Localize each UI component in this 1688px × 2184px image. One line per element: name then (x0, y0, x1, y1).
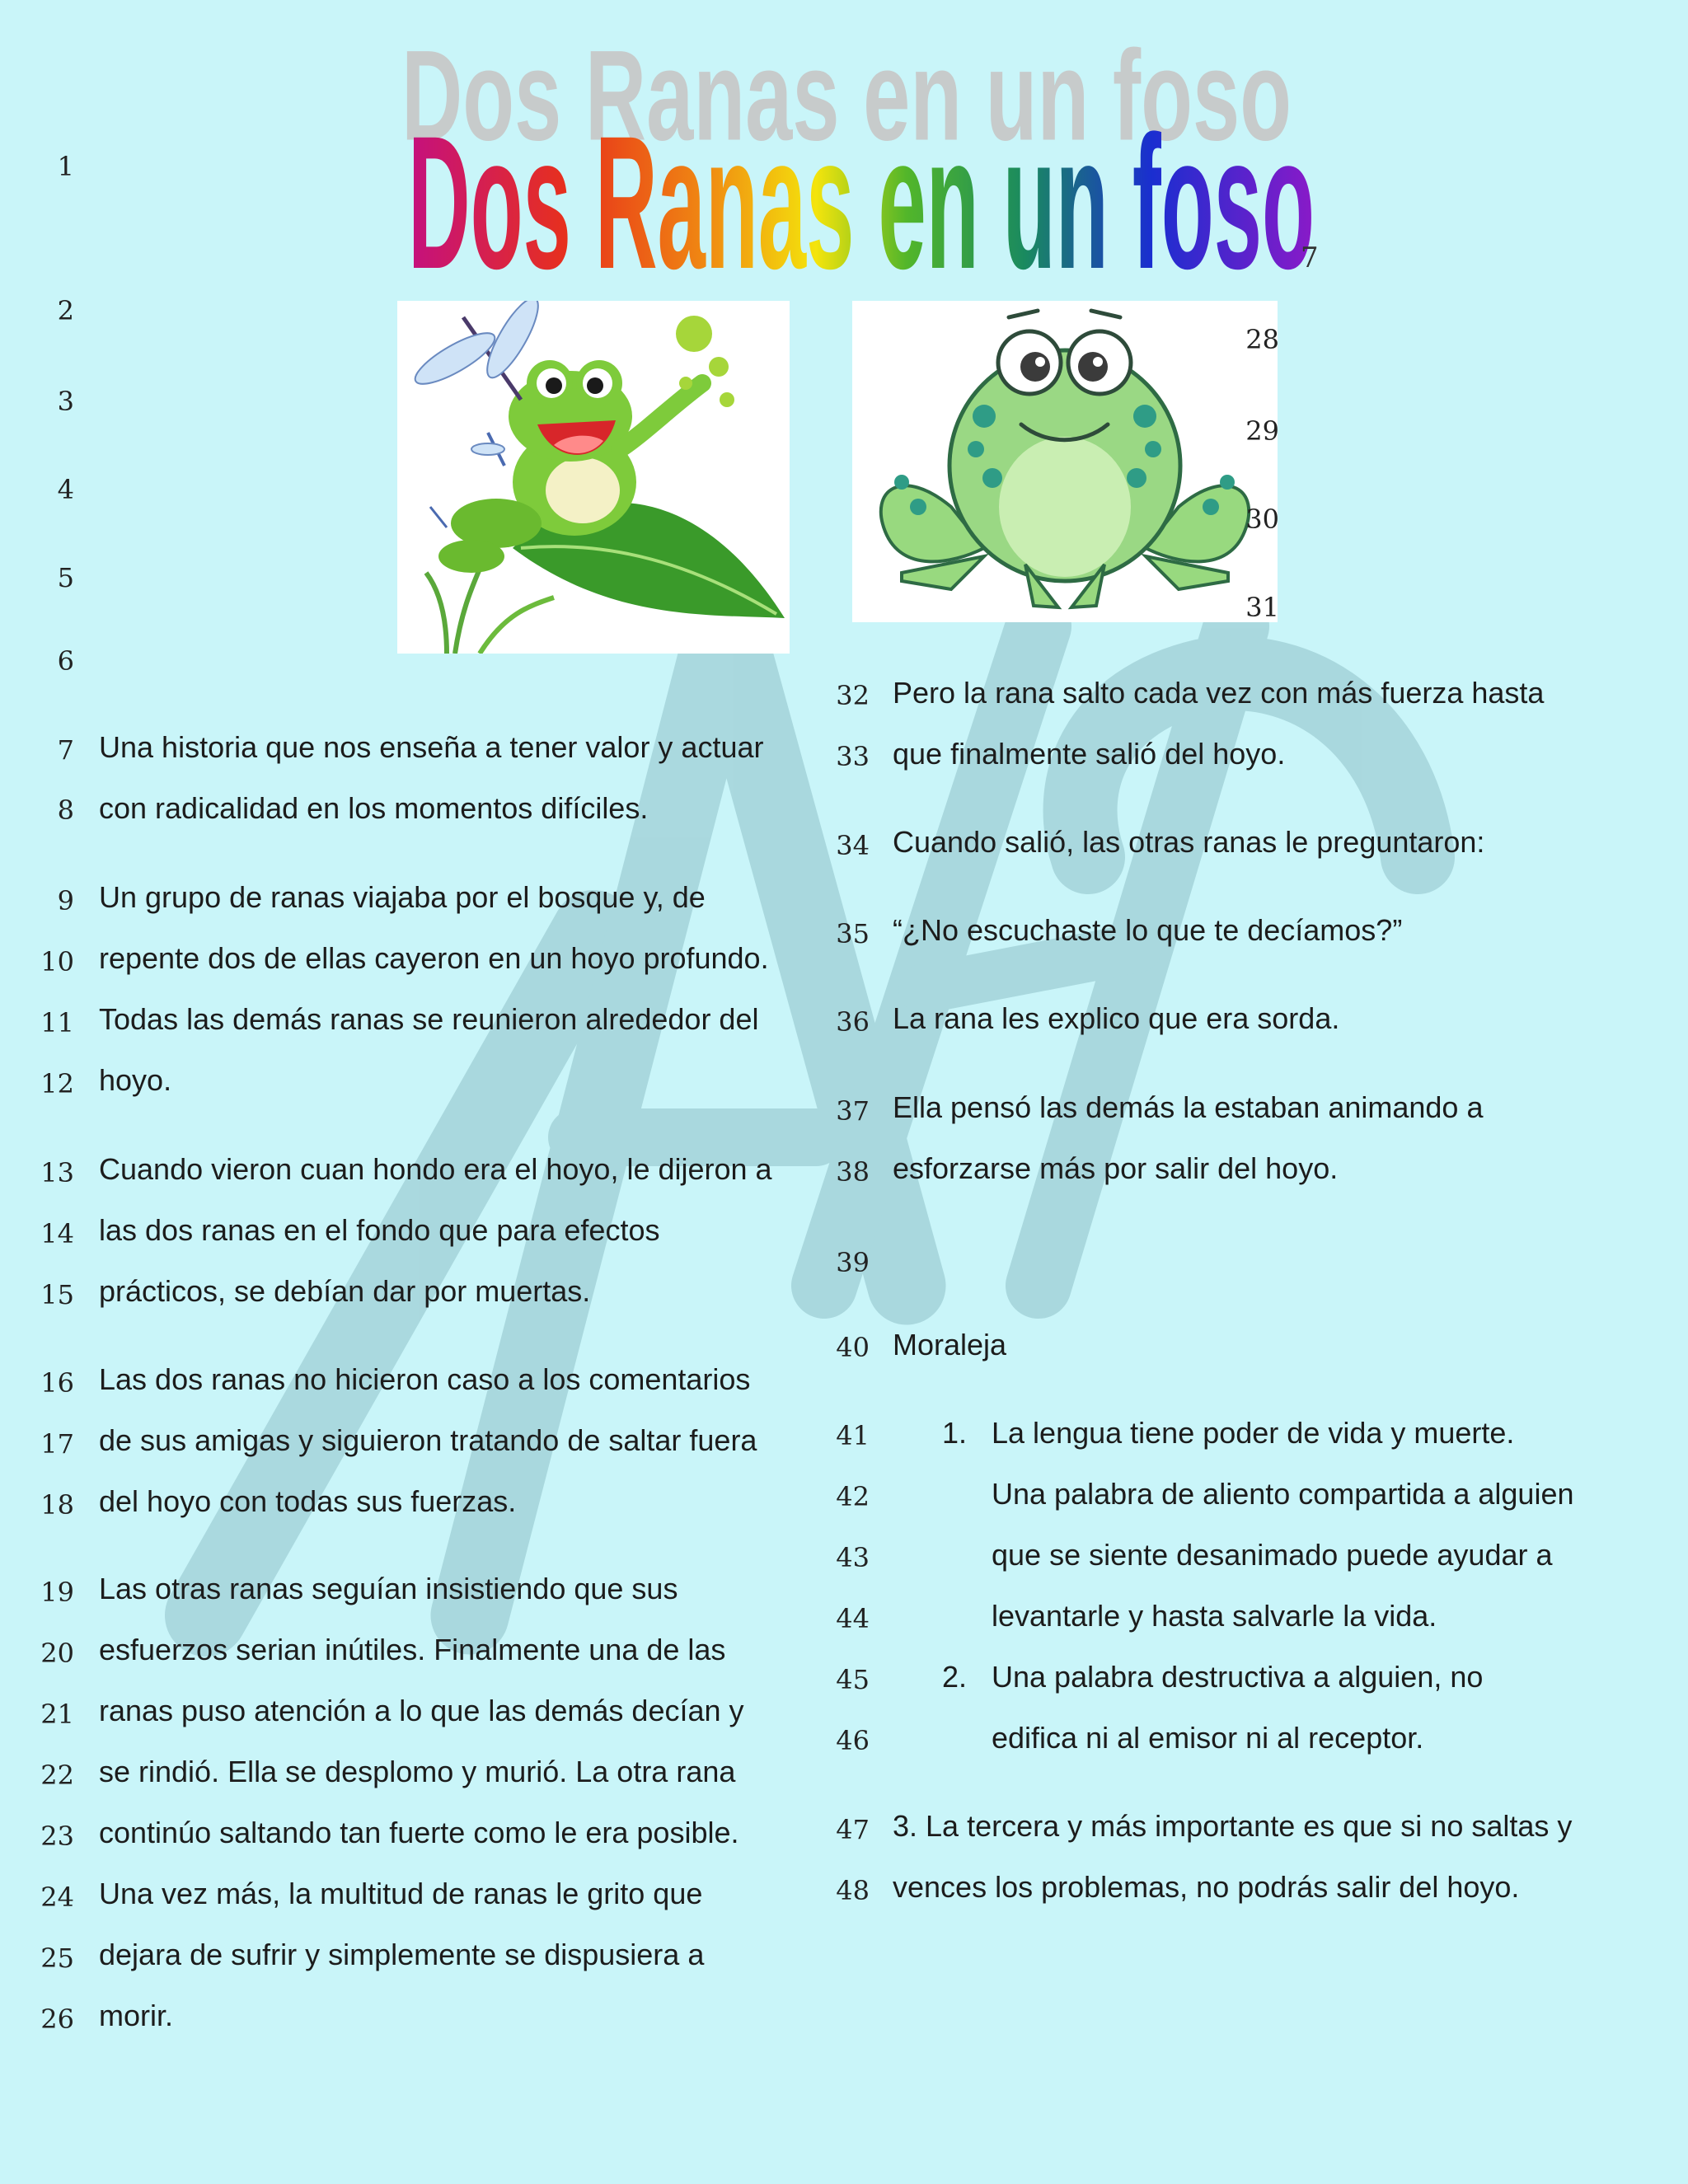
line-number: 45 (836, 1664, 870, 1695)
line-number: 41 (836, 1420, 870, 1451)
story-line: ranas puso atención a lo que las demás decían y (99, 1694, 744, 1727)
story-line: Una historia que nos enseña a tener valor y actuar (99, 730, 764, 764)
story-line: Las otras ranas seguían insistiendo que sus (99, 1572, 678, 1605)
line-number: 31 (1245, 592, 1279, 623)
story-line: Todas las demás ranas se reunieron alrededor del (99, 1002, 759, 1036)
line-number: 47 (836, 1814, 870, 1845)
story-line: se rindió. Ella se desplomo y murió. La otra rana (99, 1755, 736, 1788)
story-line: esforzarse más por salir del hoyo. (893, 1151, 1339, 1185)
line-number: 17 (40, 1428, 74, 1460)
line-number: 34 (836, 830, 870, 861)
moral-third: vences los problemas, no podrás salir del hoyo. (893, 1870, 1520, 1904)
line-number: 40 (836, 1332, 870, 1363)
line-number: 4 (57, 474, 74, 505)
story-line: “¿No escuchaste lo que te decíamos?” (893, 913, 1403, 947)
page-title (396, 21, 1327, 293)
line-number: 42 (836, 1481, 870, 1512)
moral-heading: Moraleja (893, 1328, 1007, 1361)
story-line: hoyo. (99, 1063, 172, 1097)
list-number: 2. (942, 1660, 968, 1694)
moral-third: 3. La tercera y más importante es que si no saltas y (893, 1809, 1573, 1843)
story-line: de sus amigas y siguieron tratando de saltar fuera (99, 1423, 757, 1457)
line-number: 10 (40, 946, 74, 977)
line-number: 22 (40, 1760, 74, 1791)
list-number: 1. (942, 1416, 968, 1450)
line-number: 38 (836, 1156, 870, 1188)
line-number: 6 (57, 645, 74, 677)
line-number: 30 (1245, 504, 1279, 535)
line-number: 21 (40, 1699, 74, 1730)
list-item-line: edifica ni al emisor ni al receptor. (992, 1721, 1424, 1755)
frog-on-leaf-image (397, 301, 790, 654)
story-line: Una vez más, la multitud de ranas le grito que (99, 1877, 703, 1910)
story-line: esfuerzos serian inútiles. Finalmente una de las (99, 1633, 726, 1666)
line-number: 36 (836, 1006, 870, 1038)
line-number: 11 (40, 1007, 74, 1038)
title-edge-fragment: 7 (1301, 241, 1319, 274)
story-line: Cuando vieron cuan hondo era el hoyo, le dijeron a (99, 1152, 772, 1186)
line-number: 44 (836, 1603, 870, 1634)
line-number: 18 (40, 1489, 74, 1521)
line-number: 13 (40, 1157, 74, 1188)
line-number: 1 (57, 151, 74, 182)
line-number: 32 (836, 680, 870, 711)
title-shadow: Dos Ranas en un foso (401, 24, 1292, 168)
story-line: Un grupo de ranas viajaba por el bosque y, de (99, 880, 706, 914)
line-number: 26 (40, 2004, 74, 2035)
story-line: Ella pensó las demás la estaban animando a (893, 1090, 1484, 1124)
list-item-line: Una palabra destructiva a alguien, no (992, 1660, 1484, 1694)
line-number: 46 (836, 1725, 870, 1756)
story-line: morir. (99, 1999, 173, 2032)
line-number: 48 (836, 1875, 870, 1906)
line-number: 43 (836, 1542, 870, 1573)
line-number: 25 (40, 1943, 74, 1974)
line-number: 37 (836, 1095, 870, 1127)
line-number: 33 (836, 741, 870, 772)
line-number: 15 (40, 1279, 74, 1310)
line-number: 16 (40, 1367, 74, 1399)
line-number: 3 (57, 386, 74, 417)
line-number: 39 (836, 1247, 870, 1278)
line-number: 8 (57, 794, 74, 826)
story-line: Pero la rana salto cada vez con más fuerza hasta (893, 676, 1545, 710)
story-line: Las dos ranas no hicieron caso a los comentarios (99, 1362, 751, 1396)
list-item-line: levantarle y hasta salvarle la vida. (992, 1599, 1437, 1633)
line-number: 29 (1245, 415, 1279, 447)
list-item-line: que se siente desanimado puede ayudar a (992, 1538, 1553, 1572)
story-line: que finalmente salió del hoyo. (893, 737, 1286, 771)
line-number: 9 (57, 885, 74, 916)
line-number: 20 (40, 1638, 74, 1669)
story-line: con radicalidad en los momentos difíciles. (99, 791, 649, 825)
list-item-line: La lengua tiene poder de vida y muerte. (992, 1416, 1515, 1450)
list-item-line: Una palabra de aliento compartida a alguien (992, 1477, 1574, 1511)
story-line: La rana les explico que era sorda. (893, 1001, 1340, 1035)
story-line: continúo saltando tan fuerte como le era posible. (99, 1816, 739, 1849)
story-line: repente dos de ellas cayeron en un hoyo profundo. (99, 941, 769, 975)
line-number: 19 (40, 1577, 74, 1608)
line-number: 35 (836, 918, 870, 949)
line-number: 12 (40, 1068, 74, 1099)
line-number: 7 (57, 734, 74, 766)
title-text: Dos Ranas en un foso (408, 96, 1315, 293)
line-number: 24 (40, 1882, 74, 1913)
line-number: 23 (40, 1821, 74, 1852)
line-number: 28 (1245, 324, 1279, 355)
story-line: Cuando salió, las otras ranas le preguntaron: (893, 825, 1485, 859)
story-line: prácticos, se debían dar por muertas. (99, 1274, 591, 1308)
story-line: dejara de sufrir y simplemente se dispusiera a (99, 1938, 705, 1971)
story-line: del hoyo con todas sus fuerzas. (99, 1484, 517, 1518)
line-number: 5 (57, 562, 74, 593)
line-number: 2 (57, 295, 74, 326)
line-number: 14 (40, 1218, 74, 1249)
story-line: las dos ranas en el fondo que para efectos (99, 1213, 660, 1247)
